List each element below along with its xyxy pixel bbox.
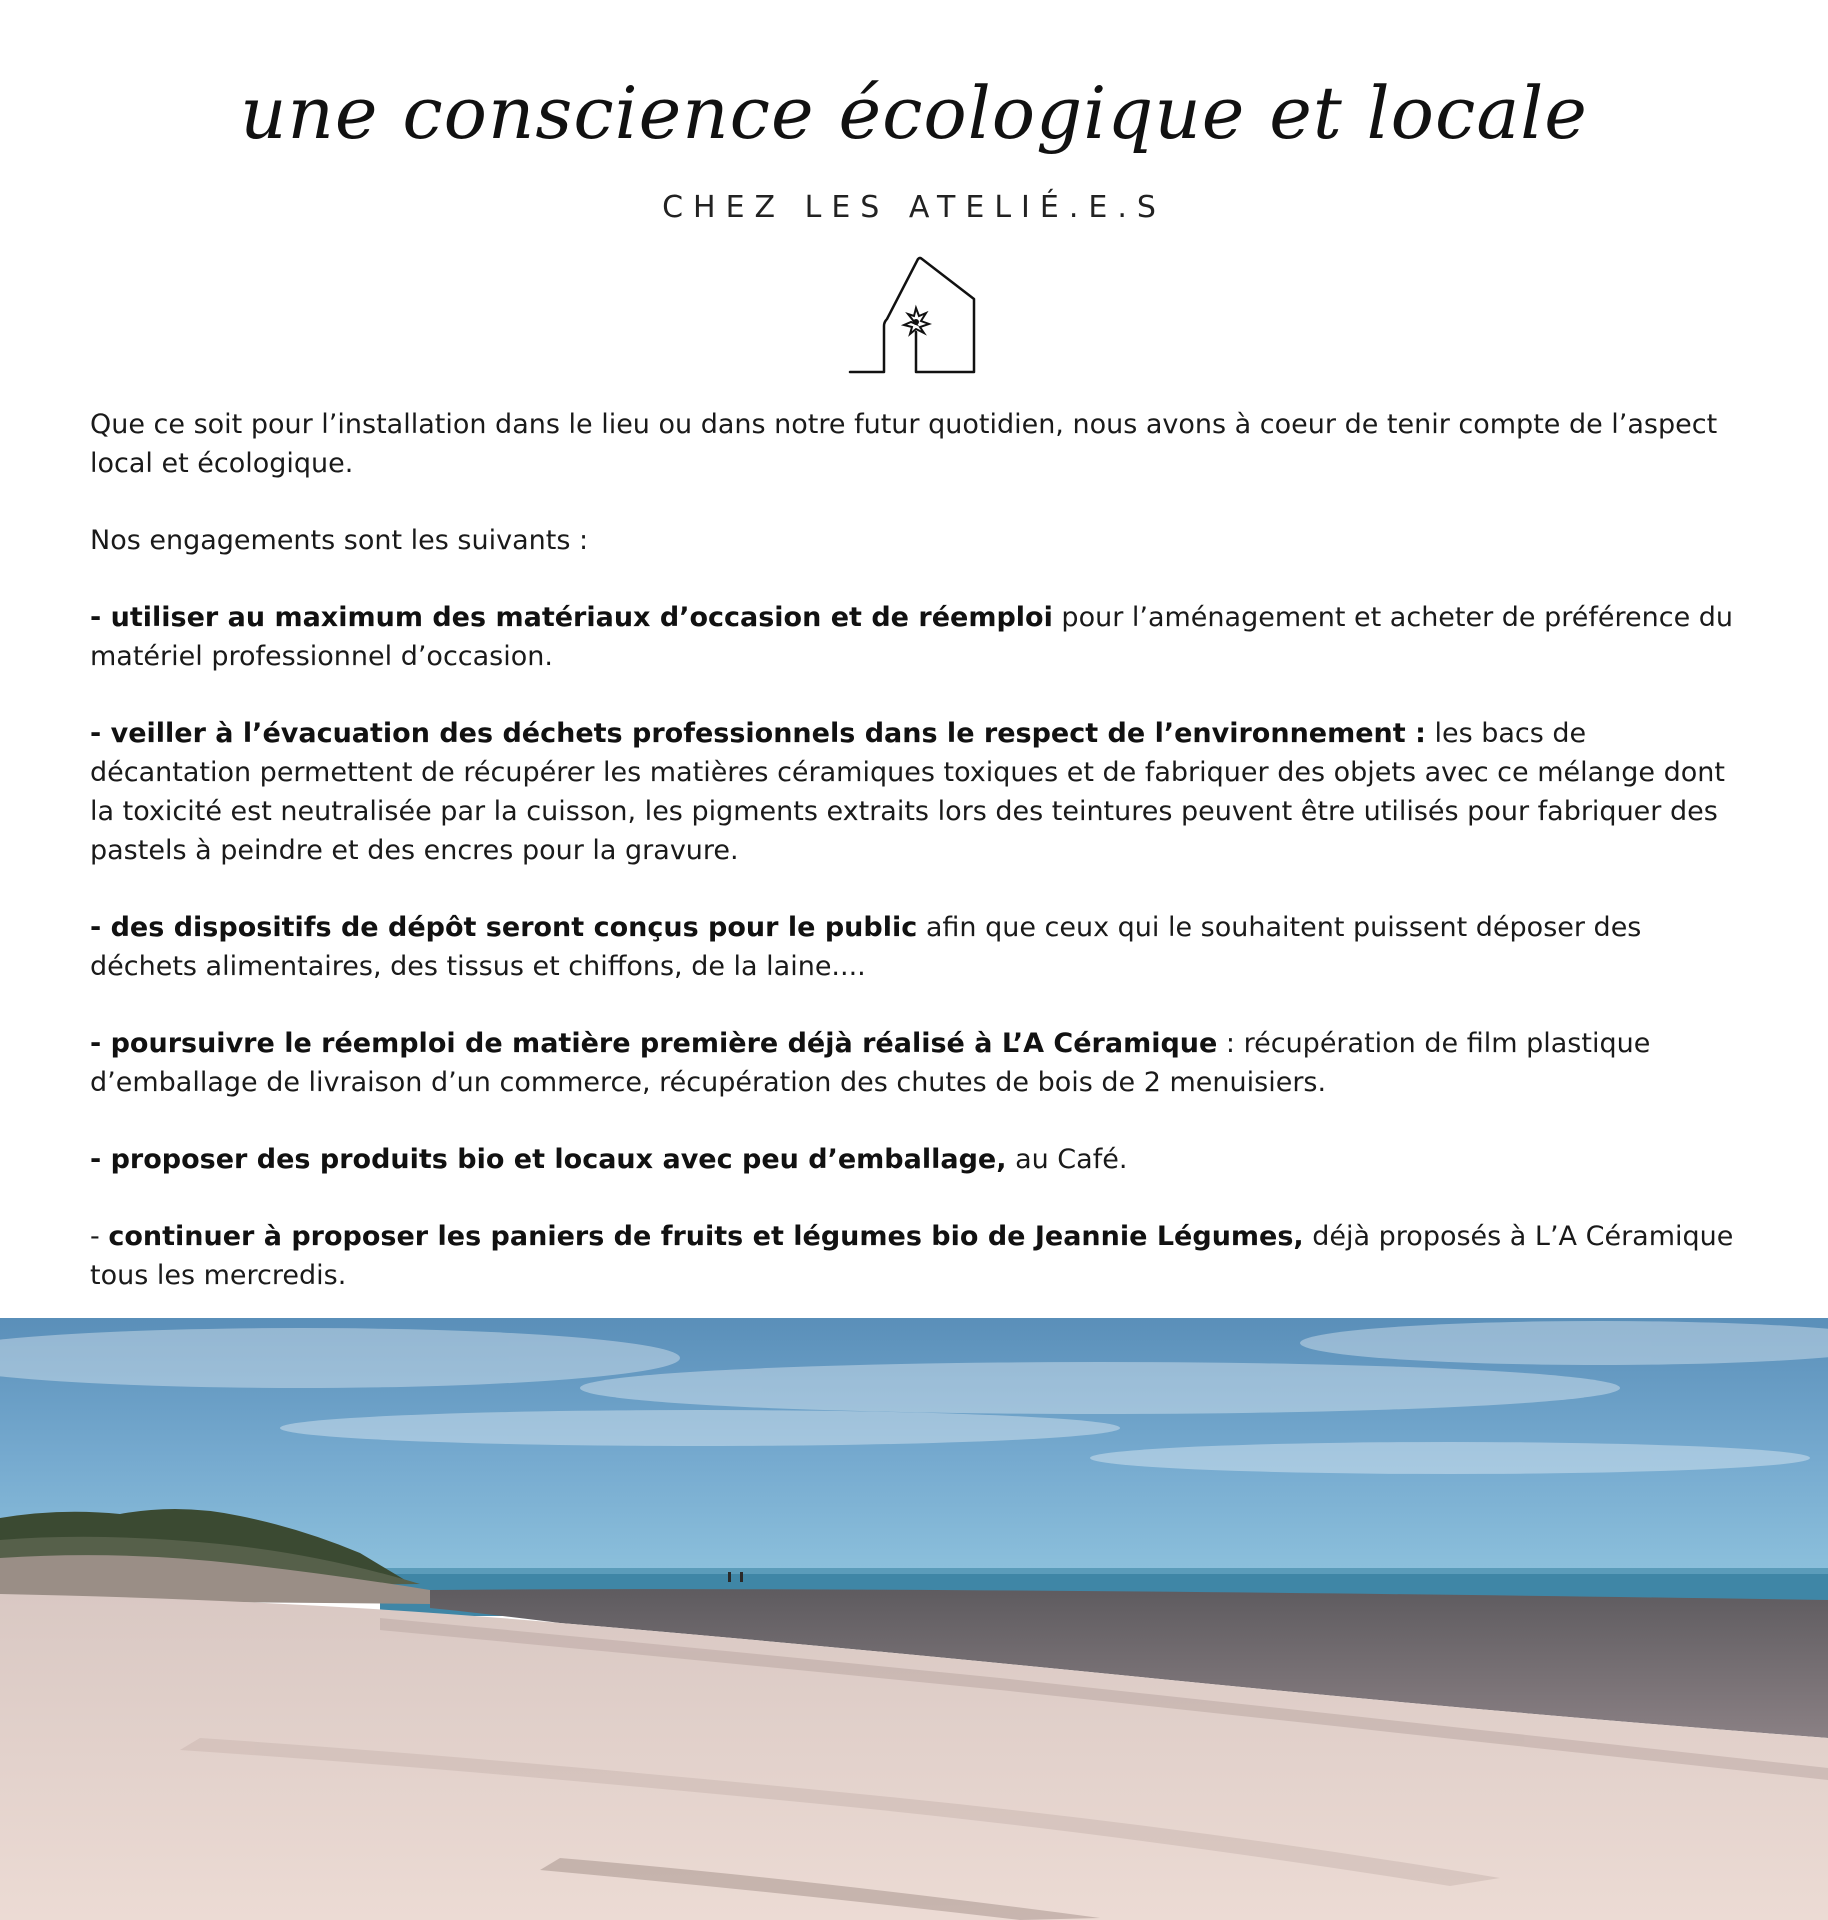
engagement-item: - proposer des produits bio et locaux avec peu d’emballage, au Café.	[90, 1144, 1128, 1175]
engagement-item: - veiller à l’évacuation des déchets professionnels dans le respect de l’environnement : les bacs de décantation permettent de récupérer les matières céramiques toxiques et de fabriquer des objets avec ce mélange dont la toxicité est neutralisée par la cuisson, les pigments extraits lors des teintures peuvent être utilisés pour fabriquer des pastels à peindre et des encres pour la gravure.	[90, 718, 1725, 866]
engagement-item: - utiliser au maximum des matériaux d’occasion et de réemploi pour l’aménagement et acheter de préférence du matériel professionnel d’occasion.	[90, 602, 1734, 672]
intro-paragraph: Que ce soit pour l’installation dans le lieu ou dans notre futur quotidien, nous avons à coeur de tenir compte de l’aspect local et écologique.	[90, 409, 1718, 479]
engagements-heading: Nos engagements sont les suivants :	[90, 525, 589, 556]
engagement-item: - poursuivre le réemploi de matière première déjà réalisé à L’A Céramique : récupération de film plastique d’emballage de livraison d’un commerce, récupération des chutes de bois de 2 menuisiers.	[90, 1028, 1651, 1098]
page-title: une conscience écologique et locale	[240, 71, 1588, 155]
house-flower-icon	[846, 254, 982, 378]
content-body	[90, 405, 1740, 1333]
engagement-item: - continuer à proposer les paniers de fruits et légumes bio de Jeannie Légumes, déjà proposés à L’A Céramique tous les mercredis.	[90, 1221, 1734, 1291]
page-subtitle: CHEZ LES ATELIÉ.E.S	[662, 190, 1166, 225]
engagement-item: - des dispositifs de dépôt seront conçus pour le public afin que ceux qui le souhaitent puissent déposer des déchets alimentaires, des tissus et chiffons, de la laine....	[90, 912, 1642, 982]
beach-photo	[0, 1318, 1828, 1920]
